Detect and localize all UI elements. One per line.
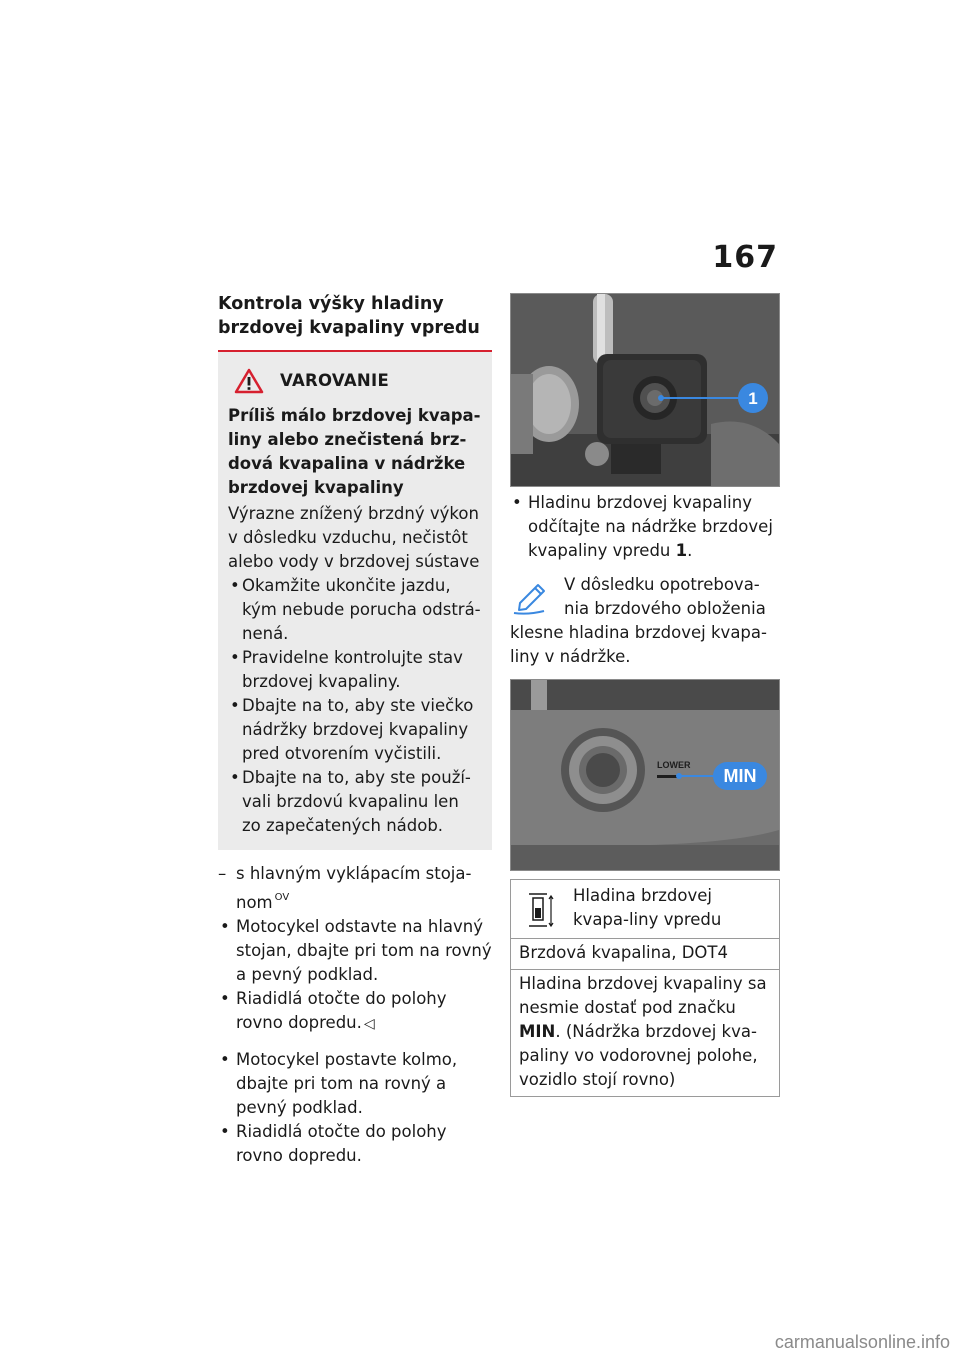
warning-header xyxy=(234,368,482,394)
read-step-ref: 1 xyxy=(675,541,688,560)
warning-text: Výrazne znížený brzdný výkon v dôsledku vzduchu, nečistôt alebo vody v brzdovej sústave xyxy=(228,504,480,571)
right-column xyxy=(510,293,780,1097)
spec-note-after: . (Nádržka brzdovej kva-paliny vo vodorovnej polohe, vozidlo stojí rovno) xyxy=(519,1022,758,1089)
reservoir-photo-2 xyxy=(510,679,780,871)
procedure-right xyxy=(510,491,780,669)
read-step-list xyxy=(510,491,780,563)
fluid-level-gauge-icon xyxy=(527,888,555,930)
step-item: • Motocykel postavte kolmo, dbajte pri tom na rovný a pevný podklad. xyxy=(218,1048,492,1120)
warning-bullet: • Okamžite ukončite jazdu, kým nebude porucha odstrá-nená. xyxy=(228,574,482,646)
warning-bullet: • Dbajte na to, aby ste viečko nádržky brzdovej kvapaliny pred otvorením vyčistili. xyxy=(228,694,482,766)
read-step-text: Hladinu brzdovej kvapaliny odčítajte na nádržke brzdovej kvapaliny vpredu xyxy=(528,493,773,560)
section-title xyxy=(218,292,492,340)
step-item xyxy=(218,987,492,1036)
warning-bullet: • Pravidelne kontrolujte stav brzdovej kvapaliny. xyxy=(228,646,482,694)
lower-mark-label: LOWER xyxy=(657,760,691,770)
callout-1-label: 1 xyxy=(748,389,758,408)
condition-sup: OV xyxy=(274,892,290,903)
end-of-condition-icon: ◁ xyxy=(363,1016,375,1032)
condition-dash: – xyxy=(218,864,227,883)
info-note xyxy=(510,573,780,669)
page-number: 167 xyxy=(712,240,778,275)
min-mark-illustration xyxy=(511,680,779,870)
warning-title: Príliš málo brzdovej kvapa-liny alebo znečistená brz-dová kvapalina v nádržke brzdovej kvapaliny xyxy=(228,406,481,497)
spec-note-before: Hladina brzdovej kvapaliny sa nesmie dostať pod značku xyxy=(519,974,767,1017)
left-column xyxy=(218,292,492,1168)
procedure-left xyxy=(218,862,492,1168)
steps-list-b xyxy=(218,1048,492,1168)
info-pencil-icon xyxy=(510,581,550,617)
step-item: • Motocykel odstavte na hlavný stojan, dbajte pri tom na rovný a pevný podklad. xyxy=(218,915,492,987)
condition-text: s hlavným vyklápacím stoja-nom xyxy=(236,864,472,912)
warning-triangle-icon xyxy=(234,368,264,394)
info-note-rest: klesne hladina brzdovej kvapa-liny v nádržke. xyxy=(510,623,767,666)
warning-box xyxy=(218,352,492,850)
spec-header xyxy=(511,880,779,939)
spec-level-note xyxy=(511,970,779,1096)
section-title-line-2: brzdovej kvapaliny vpredu xyxy=(218,318,480,338)
spec-table xyxy=(510,879,780,1097)
spec-title: Hladina brzdovej kvapa-liny vpredu xyxy=(573,886,722,929)
warning-bullet-list xyxy=(228,574,482,838)
spec-fluid-type: Brzdová kvapalina, DOT4 xyxy=(511,939,779,970)
watermark: carmanualsonline.info xyxy=(774,1332,950,1352)
warning-label: VAROVANIE xyxy=(280,371,390,390)
read-step xyxy=(510,491,780,563)
reservoir-illustration xyxy=(511,294,779,486)
info-note-first: V dôsledku opotrebova-nia brzdového obloženia xyxy=(564,575,766,618)
steps-list-a xyxy=(218,915,492,1036)
warning-bullet: • Dbajte na to, aby ste použí-vali brzdovú kvapalinu len zo zapečatených nádob. xyxy=(228,766,482,838)
read-step-end: . xyxy=(687,541,693,560)
step-item: • Riadidlá otočte do polohy rovno dopredu. xyxy=(218,1120,492,1168)
section-title-line-1: Kontrola výšky hladiny xyxy=(218,294,444,314)
condition-line xyxy=(218,862,492,915)
min-callout-label: MIN xyxy=(723,766,757,786)
reservoir-photo-1 xyxy=(510,293,780,487)
spec-note-min: MIN xyxy=(519,1022,556,1041)
step-item-text: Riadidlá otočte do polohy rovno dopredu. xyxy=(236,989,447,1032)
